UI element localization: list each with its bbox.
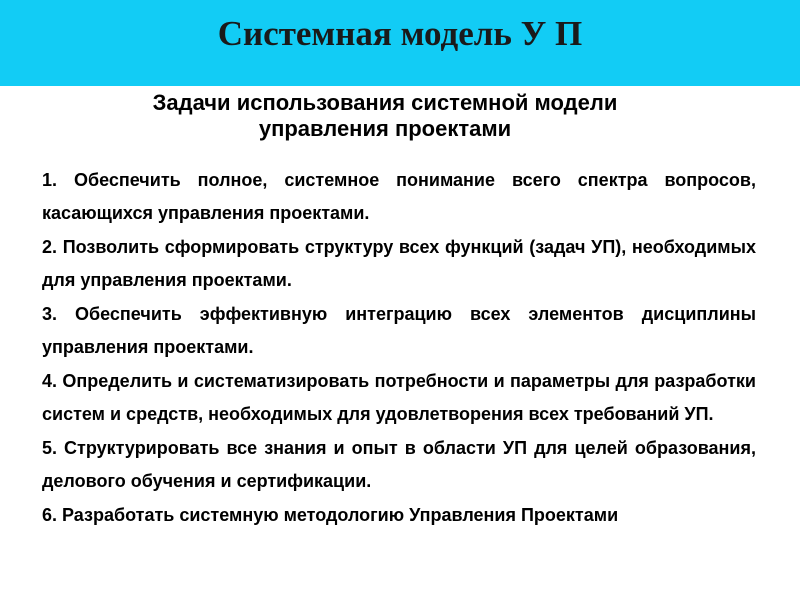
slide-subtitle <box>60 90 710 142</box>
slide-title: Системная модель У П <box>217 14 583 53</box>
task-item-2: 2. Позволить сформировать структуру всех функций (задач УП), необходимых для управления проектами. <box>42 237 756 290</box>
task-list <box>42 164 756 534</box>
subtitle-line-1: Задачи использования системной модели <box>152 90 618 115</box>
task-item-1: 1. Обеспечить полное, системное понимание всего спектра вопросов, касающихся управления проектами. <box>42 170 756 223</box>
task-item-4: 4. Определить и систематизировать потребности и параметры для разработки систем и средств, необходимых для удовлетворения всех требований УП. <box>42 371 756 424</box>
task-item-5: 5. Структурировать все знания и опыт в области УП для целей образования, делового обучения и сертификации. <box>42 438 756 491</box>
task-item-3: 3. Обеспечить эффективную интеграцию всех элементов дисциплины управления проектами. <box>42 304 756 357</box>
task-item-6: 6. Разработать системную методологию Управления Проектами <box>42 505 619 525</box>
subtitle-line-2: управления проектами <box>258 116 512 141</box>
